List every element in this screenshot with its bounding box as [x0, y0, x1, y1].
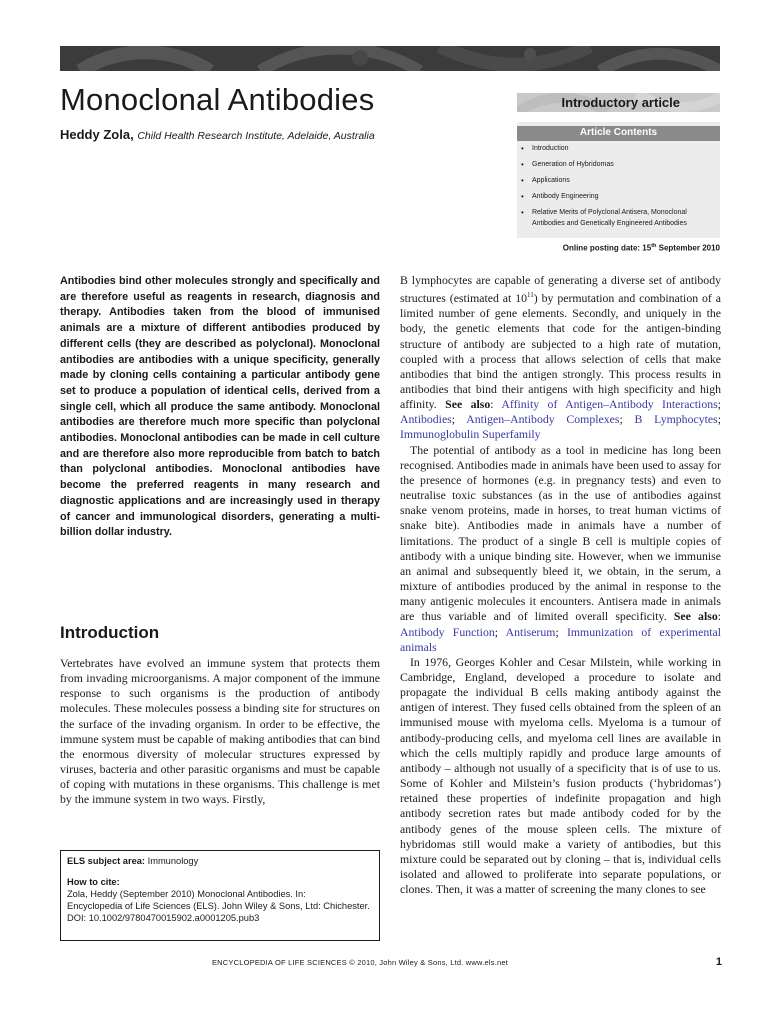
right-p2-text: The potential of antibody as a tool in medicine has long been recognised. Antibodies made in animals have been used to assay for the presence of hormones (e.g. in pregnancy tests) and even to neutralise toxic substances (as in the use of antibodies against snake venom proteins, made in horses, to treat human victims of snake bite). Antibodies made in animals have a number of limitations. The product of a single B cell is multiple copies of antibody with a unique binding site. However, when we immunise an animal and subsequently bleed it, we obtain, in the serum, a mixture of antibodies produced by the animal in response to the many antigenic molecules it encounters. Antisera made in animals are thus variable and of limited overall specificity.: [400, 442, 721, 624]
see-also-link[interactable]: Antigen–Antibody Complexes: [466, 412, 620, 427]
subject-area-value: Immunology: [145, 856, 199, 866]
header-banner: [60, 46, 720, 71]
article-contents-title: Article Contents: [579, 127, 658, 138]
citation-doi: DOI: 10.1002/9780470015902.a0001205.pub3: [67, 913, 260, 923]
see-also-link[interactable]: Affinity of Antigen–Antibody Interactions: [501, 397, 718, 412]
posting-date-sup: th: [651, 243, 657, 249]
section-heading-introduction: Introduction: [60, 623, 160, 642]
page-title: Monoclonal Antibodies: [60, 82, 375, 117]
page-footer: ENCYCLOPEDIA OF LIFE SCIENCES © 2010, John Wiley & Sons, Ltd. www.els.net: [211, 958, 509, 967]
article-contents-box: [517, 122, 720, 238]
contents-item-engineering[interactable]: • Antibody Engineering: [521, 192, 716, 203]
right-paragraph-1: B lymphocytes are capable of generating a diverse set of antibody structures (estimated at $10^{11}$) by permutation and combination of a limited number of gene elements. Secondly, and uniquely in the body, the genetic elements that code for the antigen-binding structure of antibody are subjected to a high rate of mutation, coupled with a process that allows selection of cells that make antibodies that bind the antigen strongly. This process results in antibodies that bind their antigens with high specificity and high affinity. See also: Affinity of Antigen–Antibody Interactions; Antibodies; Antigen–Antibody Complexes; B Lymphocytes; Immunoglobulin Superfamily: [400, 273, 722, 442]
contents-item-applications[interactable]: • Applications: [521, 176, 716, 187]
contents-item-relative-merits[interactable]: • Relative Merits of Polyclonal Antisera, Monoclonal Antibodies and Genetically Engineered Antibodies: [521, 208, 716, 229]
see-also-label-1: See also: [445, 397, 491, 412]
subject-area-line: [67, 855, 373, 867]
see-also-link[interactable]: Antibody Function: [400, 624, 495, 639]
article-type-badge: [517, 93, 720, 112]
posting-date-prefix: Online posting date: 15: [562, 243, 652, 253]
citation-line-2: Encyclopedia of Life Sciences (ELS). John Wiley & Sons, Ltd: Chichester.: [67, 901, 370, 911]
contents-item-hybridomas[interactable]: • Generation of Hybridomas: [521, 160, 716, 171]
see-also-link[interactable]: Antibodies: [400, 412, 452, 427]
left-column-text: [60, 656, 380, 808]
see-also-link[interactable]: B Lymphocytes: [634, 412, 718, 427]
posting-date: [520, 243, 720, 253]
contents-item-introduction[interactable]: • Introduction: [521, 144, 716, 155]
abstract: Antibodies bind other molecules strongly and specifically and are therefore useful as reagents in research, diagnosis and therapy. Antibodies taken from the blood of immunised animals are a mixture of different antibodies produced by different cells (they are described as polyclonal). Monoclonal antibodies are antibodies with a unique specificity, generally made by cloning cells containing a particular antibody gene set to produce a population of identical cells, derived from a single cell, which all produce the same antibody. Monoclonal antibodies are therefore much more specific than polyclonal antibodies. Monoclonal antibodies can be made in cell culture and are therefore also more reproducible from batch to batch than polyclonal antibodies. Monoclonal antibodies have become the preferred reagents in many research and diagnostic applications and are increasingly used in therapy of cancer and immunological disorders, generating a multi-billion dollar industry.: [60, 275, 380, 539]
right-p1-exponent: 11: [527, 291, 534, 300]
author-line: [60, 127, 375, 142]
see-also-link[interactable]: Immunization of experimental animals: [400, 624, 722, 654]
how-to-cite-label: How to cite:: [67, 877, 120, 887]
right-p1-text-b: ) by permutation and combination of a limited number of gene elements. Secondly, and uniquely in the body, the genetic elements that code for the antigen-binding structure of antibody are subjected to a high rate of mutation, coupled with a process that allows selection of cells that make antibodies that bind the antigen strongly. This process results in antibodies that bind their antigens with high specificity and high affinity.: [400, 291, 722, 412]
see-also-label-2: See also: [673, 609, 718, 624]
right-paragraph-3: In 1976, Georges Kohler and Cesar Milstein, while working in Cambridge, England, developed a procedure to isolate and propagate the individual B cells making antibody against the antigen of interest. They fused cells obtained from the spleen of an immunised mouse with myeloma cells. Myeloma is a tumour of antibody-producing cells, and myeloma cell lines are available in which the cells multiply rapidly and produce large amounts of antibody – although not usually of a specificity that is of use to us. Some of Kohler and Milstein’s fusion products (‘hybridomas’) retained these properties of indefinite propagation and high antibody secretion rates but made antibody coded for by the antibody genes of the mouse spleen cells. The mixture of hybridomas still would make a variety of antibodies, but this mixture could be separated out by cloning – that is, individual cells isolated and allowed to proliferate into separate populations, or clones. Then, it was a matter of screening the many clones to see: [400, 654, 721, 897]
banner-pattern: [60, 46, 720, 71]
subject-area-label: ELS subject area:: [67, 856, 146, 866]
article-contents-header: [517, 126, 720, 141]
article-type-label: Introductory article: [561, 95, 680, 110]
author-name: Heddy Zola,: [60, 127, 134, 142]
posting-date-suffix: September 2010: [656, 243, 720, 253]
citation-box: [60, 850, 380, 941]
right-column-text: [400, 273, 721, 897]
see-also-link[interactable]: Antiserum: [505, 624, 556, 639]
citation-line-1: Zola, Heddy (September 2010) Monoclonal Antibodies. In:: [67, 889, 306, 899]
intro-paragraph-1: Vertebrates have evolved an immune system that protects them from invading microorganisms. A major component of the immune response to such organisms is the production of antibody molecules. These molecules possess a binding site for structures on the surface of the invading organism. In order to be effective, the immune system must be capable of making antibodies that can bind the enormous diversity of molecular structures expressed by viruses, bacteria and other parasitic organisms and must be capable of coping with mutations in these organisms. This challenge is met by the immune system in two ways. Firstly,: [60, 656, 380, 807]
see-also-link[interactable]: Immunoglobulin Superfamily: [400, 427, 541, 442]
article-contents-list: [521, 144, 716, 235]
author-affiliation: Child Health Research Institute, Adelaide, Australia: [137, 130, 375, 142]
right-paragraph-2: The potential of antibody as a tool in medicine has long been recognised. Antibodies made in animals have been used to assay for the presence of hormones (e.g. in pregnancy tests) and even to neutralise toxic substances (as in the use of antibodies against snake venom proteins, made in horses, to treat human victims of snake bite). Antibodies made in animals have a number of limitations. The product of a single B cell is multiple copies of antibody with a unique binding site. However, when we immunise an animal and subsequently bleed it, we obtain, in the serum, a mixture of antibodies produced by the animal in response to the many antigenic molecules it encounters. Antisera made in animals are thus variable and of limited overall specificity. See also: Antibody Function; Antiserum; Immunization of experimental animals: [400, 442, 722, 654]
page-number: 1: [715, 956, 722, 968]
right-p1-text-a: B lymphocytes are capable of generating a diverse set of antibody structures (estimated at 10: [400, 273, 721, 306]
